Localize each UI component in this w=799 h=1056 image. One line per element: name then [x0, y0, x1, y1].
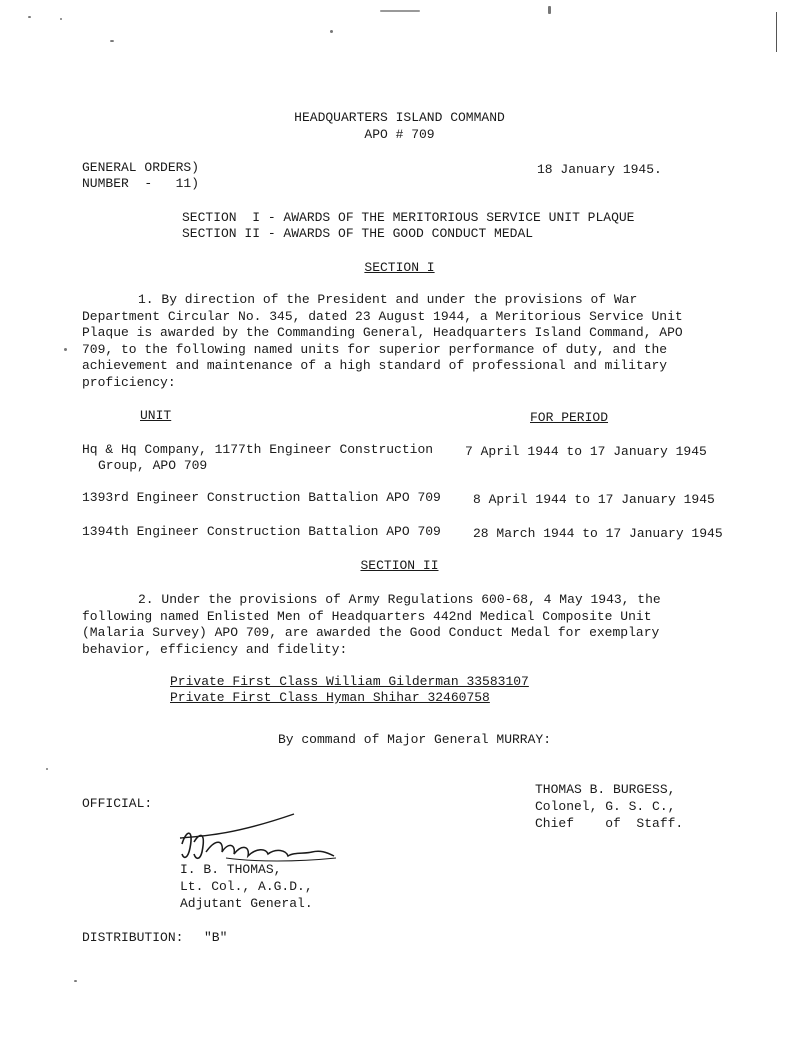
recipient-name: Private First Class Hyman Shihar 32460758: [170, 690, 490, 705]
section-1-heading: SECTION I: [364, 260, 435, 275]
chief-title: Chief of Staff.: [535, 816, 684, 831]
distribution-label: DISTRIBUTION:: [82, 930, 184, 945]
section-index-2: SECTION II - AWARDS OF THE GOOD CONDUCT MEDAL: [182, 226, 534, 241]
section-2-paragraph: 2. Under the provisions of Army Regulations 600-68, 4 May 1943, the following named Enlisted Men of Headquarters 442nd Medical Composite Unit (Malaria Survey) APO 709, are awarded the Good Conduct Medal for exemplary behavior, efficiency and fidelity:: [82, 592, 661, 657]
scan-speck: [548, 6, 551, 14]
period-column-header: FOR PERIOD: [530, 410, 609, 425]
unit-column-header: UNIT: [140, 408, 172, 423]
official-name: I. B. THOMAS,: [180, 862, 282, 877]
unit-period: 28 March 1944 to 17 January 1945: [473, 526, 723, 541]
unit-name: 1394th Engineer Construction Battalion APO 709: [82, 524, 441, 539]
order-number-label: NUMBER - 11): [82, 176, 200, 191]
unit-name: Hq & Hq Company, 1177th Engineer Construction: [82, 442, 434, 457]
scan-speck: [74, 980, 77, 982]
command-line: By command of Major General MURRAY:: [277, 732, 552, 747]
scan-speck: [110, 40, 114, 42]
unit-name-continued: Group, APO 709: [98, 458, 208, 473]
section-index-1: SECTION I - AWARDS OF THE MERITORIOUS SERVICE UNIT PLAQUE: [182, 210, 635, 225]
official-label: OFFICIAL:: [82, 796, 153, 811]
header-title: HEADQUARTERS ISLAND COMMAND: [294, 110, 505, 125]
unit-period: 8 April 1944 to 17 January 1945: [473, 492, 715, 507]
chief-name: THOMAS B. BURGESS,: [535, 782, 676, 797]
official-rank: Lt. Col., A.G.D.,: [180, 879, 313, 894]
recipient-name: Private First Class William Gilderman 33583107: [170, 674, 529, 689]
scan-speck: [64, 348, 67, 351]
scan-speck: [60, 18, 62, 20]
scan-speck: [46, 768, 48, 770]
chief-rank: Colonel, G. S. C.,: [535, 799, 676, 814]
scan-speck: [28, 16, 31, 18]
distribution-value: "B": [204, 930, 228, 945]
section-2-heading: SECTION II: [360, 558, 439, 573]
official-title: Adjutant General.: [180, 896, 313, 911]
scan-speck: [380, 10, 420, 12]
general-orders-label: GENERAL ORDERS): [82, 160, 200, 175]
scan-edge-line: [776, 12, 777, 52]
unit-row: [82, 442, 433, 458]
unit-name: 1393rd Engineer Construction Battalion APO 709: [82, 490, 441, 505]
section-1-paragraph: 1. By direction of the President and under the provisions of War Department Circular No. 345, dated 23 August 1944, a Meritorious Service Unit Plaque is awarded by the Commanding General, Headquarters Island Command, APO 709, to the following named units for superior performance of duty, and the achievement and maintenance of a high standard of professional and military proficiency:: [82, 292, 683, 390]
scan-speck: [330, 30, 333, 33]
order-date: 18 January 1945.: [537, 162, 662, 177]
unit-period: 7 April 1944 to 17 January 1945: [465, 444, 707, 459]
header-apo: APO # 709: [364, 127, 435, 142]
